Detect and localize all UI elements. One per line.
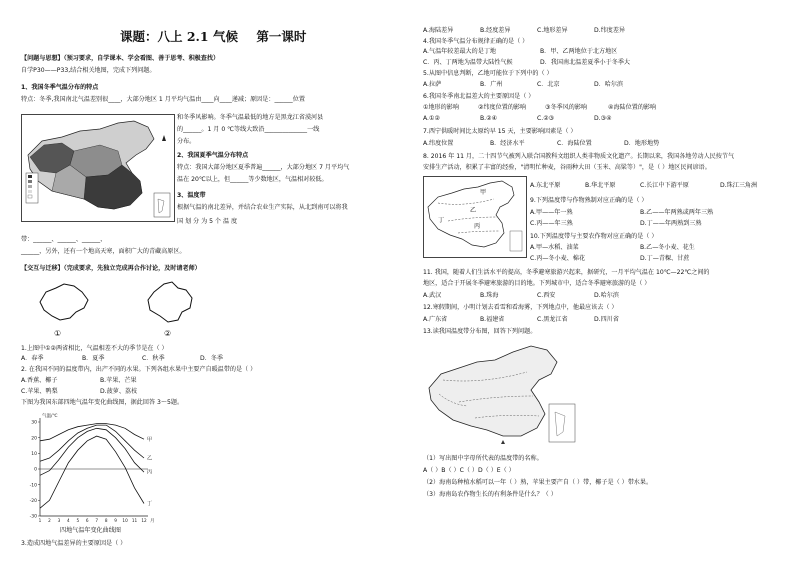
china-map-winter: [22, 115, 174, 221]
question-10: 10.下列温度带与主要农作物对应正确的是（ ）: [530, 233, 658, 240]
question-2: 2. 在我国不同的温度带内，出产不同的水果。下列各组水果中主要产自暖温带的是（ ）: [21, 366, 257, 373]
exchange-heading: 【交互与迁移】（完成要求，先独立完成再合作讨论，及时请老师）: [21, 265, 201, 272]
q1-option-a: A．春季: [21, 355, 44, 362]
q7-option-a: A.纬度位置: [423, 140, 454, 147]
province-outline-2: [142, 278, 202, 326]
question-3: 3.造成四地气温差异的主要原因是（ ）: [21, 540, 127, 547]
q10-option-c: C.丙—冬小麦、棉花: [530, 255, 585, 262]
x-tick-label: 8: [104, 518, 108, 523]
study-instruction: 自学P30——P33,结合相关地图，完成下列问题。: [21, 67, 156, 74]
q11-option-d: D.哈尔滨: [594, 292, 619, 299]
x-tick-label: 1: [38, 518, 42, 523]
q7-option-c: C．海陆位置: [557, 140, 592, 147]
x-tick-label: 7: [95, 518, 99, 523]
y-tick-label: -10: [29, 483, 37, 489]
q9-option-b: B.乙——年两熟或两年三熟: [640, 209, 714, 216]
question-1: 1.上图中①②两省相比，气温相差不大的季节是在（ ）: [21, 345, 168, 352]
question-8-line2: 安排生产活动，积累了丰富的经验，"清明忙种麦，谷雨种大田（玉米、高粱等）"，是（ ）地区民间谚语。: [423, 164, 711, 171]
q11-option-a: A.武汉: [423, 292, 442, 299]
x-tick-label: 2: [48, 518, 51, 523]
q7-option-b: B．经济水平: [490, 140, 525, 147]
q6-choice-2: ②纬度位置的影响: [478, 104, 527, 111]
q2-option-c: C.苹果、鸭梨: [21, 388, 58, 395]
q6-choice-4: ④海陆位置的影响: [608, 104, 657, 111]
q3-option-c: C.地形差异: [537, 27, 568, 34]
series-label-2: 乙: [147, 455, 153, 462]
question-8-line1: 8. 2016 年 11 月，二十四节气被列入联合国教科文组织人类非物质文化遗产。长期以来，我国各地劳动人民按节气: [423, 153, 735, 160]
q1-option-d: D．冬季: [200, 355, 223, 362]
map-label-yi: 乙: [470, 207, 477, 214]
y-tick-label: -30: [29, 514, 37, 520]
q6-option-c: C.②③: [537, 115, 555, 122]
question-5: 5.从图中信息判断，乙地可能位于下列中的（ ）: [423, 70, 553, 77]
q10-option-a: A.甲—水稻、油菜: [530, 244, 579, 251]
section1-heading: 1、我国冬季气温分布的特点: [21, 84, 99, 91]
q1-option-c: C．秋季: [142, 355, 165, 362]
section1-line1: 特点：冬季,我国南北气温差别很____，大部分地区 1 月平均气温由____向____递减；原因是：______位置: [21, 96, 305, 103]
section3-line4: ______、另外，还有一个地高天寒，面积广大的青藏高原区。: [21, 248, 186, 255]
section3-line3: 带：______、______、______、: [21, 236, 107, 243]
series-label-3: 丙: [147, 469, 153, 476]
q4-option-c: C．丙、丁两地为温带大陆性气候: [423, 59, 513, 66]
winter-temperature-map: [21, 114, 175, 222]
section3-line2: 国 划 分 为 5 个 温 度: [177, 218, 238, 225]
question-13-part2: （2）海南岛种植水稻可以一年（ ）熟，苹果主要产自（ ）带，椰子是（ ）带水果。: [423, 479, 653, 486]
question-13-part3: （3）海南岛农作物生长的有利条件是什么？（ ）: [423, 491, 557, 498]
q8-option-d: D.珠江三角洲: [720, 182, 758, 189]
q1-option-b: B．夏季: [82, 355, 105, 362]
q2-option-b: B.苹果、芒果: [100, 377, 137, 384]
section1-line2: 和冬季风影响。冬季气温最低的地方是黑龙江省漠河县: [177, 114, 324, 121]
map-label-2: ②: [164, 329, 172, 338]
x-tick-label: 5: [76, 518, 80, 523]
section1-line4: 分布。: [177, 138, 196, 145]
q9-option-a: A.甲——年一熟: [530, 209, 573, 216]
q4-option-a: A.气温年较差最大的是丁地: [423, 48, 497, 55]
x-tick-label: 6: [85, 518, 89, 523]
q11-option-b: B.珠海: [480, 292, 499, 299]
province-outline-1: [34, 280, 94, 326]
section1-line3: 的______。1 月 0 ℃等线大致沿______________一线: [177, 126, 320, 133]
section2-line2: 温在 20℃以上，但______等少数地区，气温相对较低。: [177, 176, 328, 183]
x-tick-label: 4: [67, 518, 70, 523]
map-label-bing: 丙: [474, 223, 481, 230]
q3-option-a: A.海陆差异: [423, 27, 454, 34]
y-tick-label: 30: [31, 420, 37, 426]
series-label-1: 甲: [147, 436, 153, 443]
question-7: 7.西宁供暖时间比太原约早 15 天，主要影响因素是（ ）: [423, 128, 577, 135]
temperature-zone-map-small: [423, 176, 527, 258]
q8-option-a: A.东北平原: [530, 182, 561, 189]
q4-option-b: B．甲、乙两地位于北方地区: [540, 48, 618, 55]
question-13-part1: （1）写出图中字母所代表的温度带的名称。: [423, 455, 543, 462]
q6-option-a: A.①②: [423, 115, 440, 122]
q4-option-d: D．我国南北温差夏季小于冬季大: [540, 59, 631, 66]
q3-option-b: B.经度差异: [480, 27, 511, 34]
q10-option-d: D.丁—青稞、甘蔗: [640, 255, 690, 262]
q12-option-c: C.黑龙江省: [537, 316, 568, 323]
q8-option-c: C.长江中下游平原: [640, 182, 689, 189]
temperature-line-chart: [22, 410, 162, 526]
q8-option-b: B.华北平原: [585, 182, 616, 189]
y-tick-label: -20: [29, 498, 37, 504]
y-tick-label: 10: [31, 451, 37, 457]
q5-option-d: D．哈尔滨: [594, 81, 624, 88]
question-12: 12.寒假期间，小明计划去看雪和看海雾，下列地点中，他最应该去（ ）: [423, 304, 618, 311]
y-tick-label: 0: [34, 467, 37, 473]
page-title: 课题：八上 2.1 气候 第一课时: [120, 29, 307, 44]
section2-heading: 2、我国夏季气温分布特点: [177, 152, 249, 159]
q9-option-c: C.丙——年三熟: [530, 220, 573, 227]
map-label-ding: 丁: [438, 217, 445, 224]
series-label-4: 丁: [147, 501, 153, 508]
series-line-3: [40, 428, 144, 475]
x-tick-label: 11: [131, 518, 138, 523]
q5-option-a: A.拉萨: [423, 81, 442, 88]
q6-choice-3: ③冬季风的影响: [545, 104, 588, 111]
q5-option-b: B．广州: [480, 81, 503, 88]
q12-option-a: A.广东省: [423, 316, 448, 323]
series-line-4: [40, 436, 144, 508]
question-4: 4.我国冬季气温分布规律正确的是（ ）: [423, 38, 529, 45]
china-map-zones-large: [423, 340, 583, 452]
question-9: 9.下列温度带与作物熟制对应正确的是（ ）: [530, 197, 648, 204]
q6-option-b: B.②④: [480, 115, 498, 122]
chart-caption: 下图为我国东部四地气温年变化曲线图，据此回答 3～5题。: [21, 399, 184, 406]
y-tick-label: 20: [31, 436, 37, 442]
question-6: 6.我国冬季南北温差大的主要原因是（ ）: [423, 93, 535, 100]
x-axis-label: 月: [150, 519, 155, 524]
question-13: 13.读我国温度带分布图，回答下列问题。: [423, 328, 537, 335]
q7-option-d: D．地形地势: [624, 140, 660, 147]
q2-option-a: A.香蕉、椰子: [21, 377, 58, 384]
question-11-line2: 地区，适合于开展冬季避寒旅游的目的地。下列城市中，适合冬季避寒旅游的是（ ）: [423, 280, 651, 287]
map-label-1: ①: [54, 329, 62, 338]
x-tick-label: 12: [141, 518, 147, 523]
section3-heading: 3、温度带: [177, 192, 206, 199]
question-13-part1-blanks: A（ ）B（ ）C（ ）D（ ）E（ ）: [423, 467, 515, 474]
q9-option-d: D.丁——年两熟到三熟: [640, 220, 702, 227]
y-axis-label: 气温/℃: [42, 414, 58, 419]
section3-line1: 根据气温的南北差异，并结合农业生产实际，从北到南可以将我: [177, 204, 348, 211]
question-11-line1: 11. 我国，随着人们生活水平的提高，冬季避寒旅游兴起来，据研究，一月平均气温在 10℃—22℃之间的: [423, 269, 710, 276]
q10-option-b: B.乙—冬小麦、花生: [640, 244, 695, 251]
q11-option-c: C.西安: [537, 292, 556, 299]
q12-option-b: B.福建省: [480, 316, 505, 323]
guide-heading: 【问题与思想】（预习要求，自学课本、学会看图、善于思考、积极查找）: [21, 55, 220, 62]
x-tick-label: 9: [114, 518, 117, 523]
q6-option-d: D.③④: [594, 115, 612, 122]
section2-line1: 特点：我国大部分地区夏季普遍______，大部分地区 7 月平均气: [177, 164, 350, 171]
q6-choice-1: ①地形的影响: [423, 104, 459, 111]
temperature-zone-map-large: [423, 340, 583, 452]
x-tick-label: 10: [122, 518, 128, 523]
q3-option-d: D.纬度差异: [594, 27, 626, 34]
q5-option-c: C．北京: [537, 81, 560, 88]
q12-option-d: D.四川省: [594, 316, 619, 323]
chart-bottom-caption: 四地气温年变化曲线图: [60, 527, 121, 534]
q2-option-d: D.菠萝、荔枝: [100, 388, 138, 395]
x-tick-label: 3: [57, 518, 61, 523]
map-label-jia: 甲: [480, 189, 487, 196]
